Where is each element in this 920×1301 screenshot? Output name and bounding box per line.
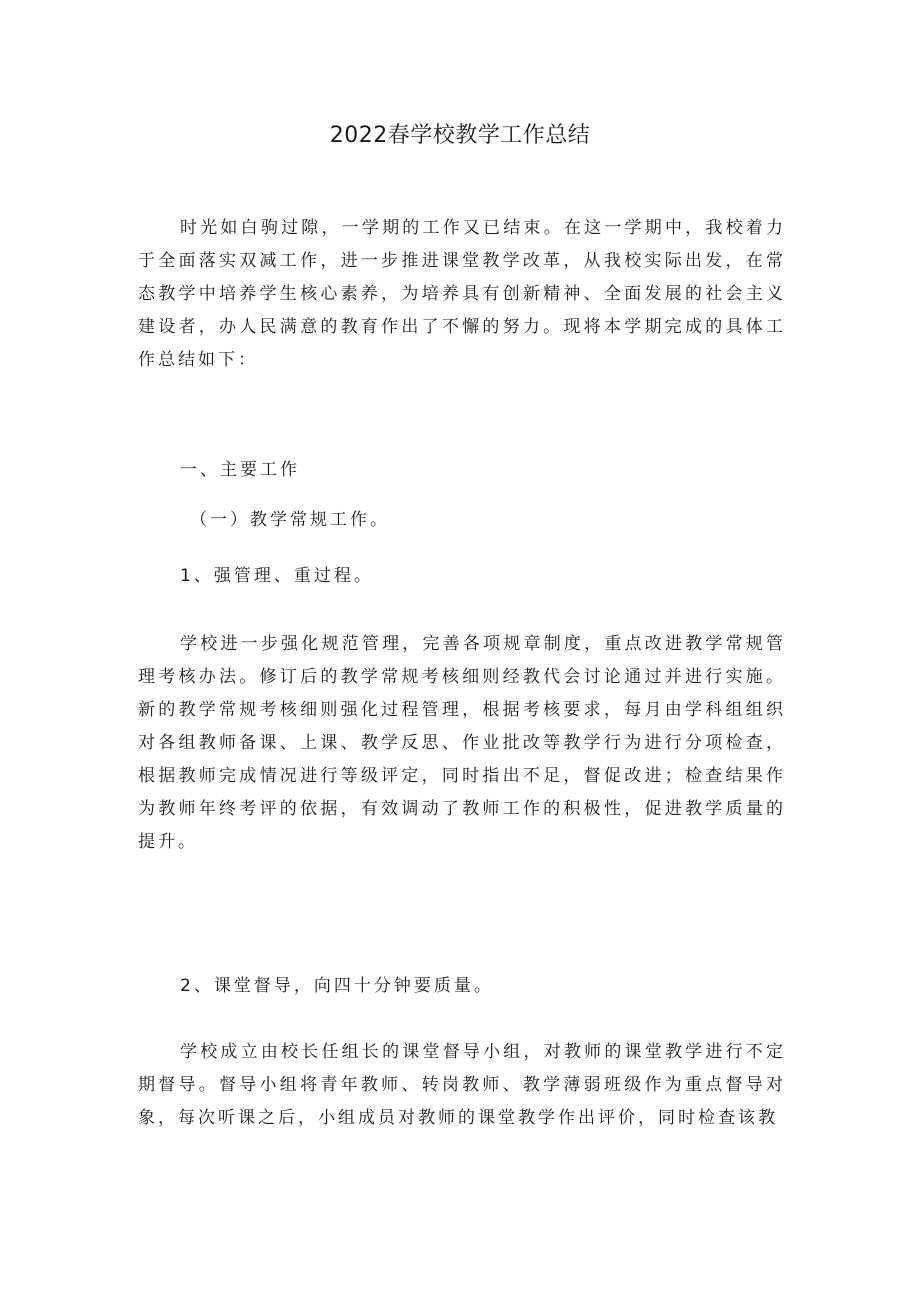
supervision-paragraph: 学校成立由校长任组长的课堂督导小组，对教师的课堂教学进行不定期督导。督导小组将青年教师、转岗教师、教学薄弱班级作为重点督导对象，每次听课之后，小组成员对教师的课堂教学作出评价，同时检查该教 xyxy=(138,1042,786,1128)
intro-paragraph: 时光如白驹过隙，一学期的工作又已结束。在这一学期中，我校着力于全面落实双减工作，进一步推进课堂教学改革，从我校实际出发，在常态教学中培养学生核心素养，为培养具有创新精神、全面发展的社会主义建设者，办人民满意的教育作出了不懈的努力。现将本学期完成的具体工作总结如下： xyxy=(138,218,786,370)
document-title: 2022春学校教学工作总结 xyxy=(329,123,591,148)
management-paragraph: 学校进一步强化规范管理，完善各项规章制度，重点改进教学常规管理考核办法。修订后的教学常规考核细则经教代会讨论通过并进行实施。新的教学常规考核细则强化过程管理，根据考核要求，每月由学科组组织对各组教师备课、上课、教学反思、作业批改等教学行为进行分项检查，根据教师完成情况进行等级评定，同时指出不足，督促改进；检查结果作为教师年终考评的依据，有效调动了教师工作的积极性，促进教学质量的提升。 xyxy=(138,634,786,852)
subsection-heading-teaching-routine: （一）教学常规工作。 xyxy=(190,510,390,530)
section-heading-main-work: 一、主要工作 xyxy=(180,460,300,480)
item-heading-classroom-supervision: 2、课堂督导，向四十分钟要质量。 xyxy=(180,976,494,996)
item-heading-management: 1、强管理、重过程。 xyxy=(180,566,374,586)
